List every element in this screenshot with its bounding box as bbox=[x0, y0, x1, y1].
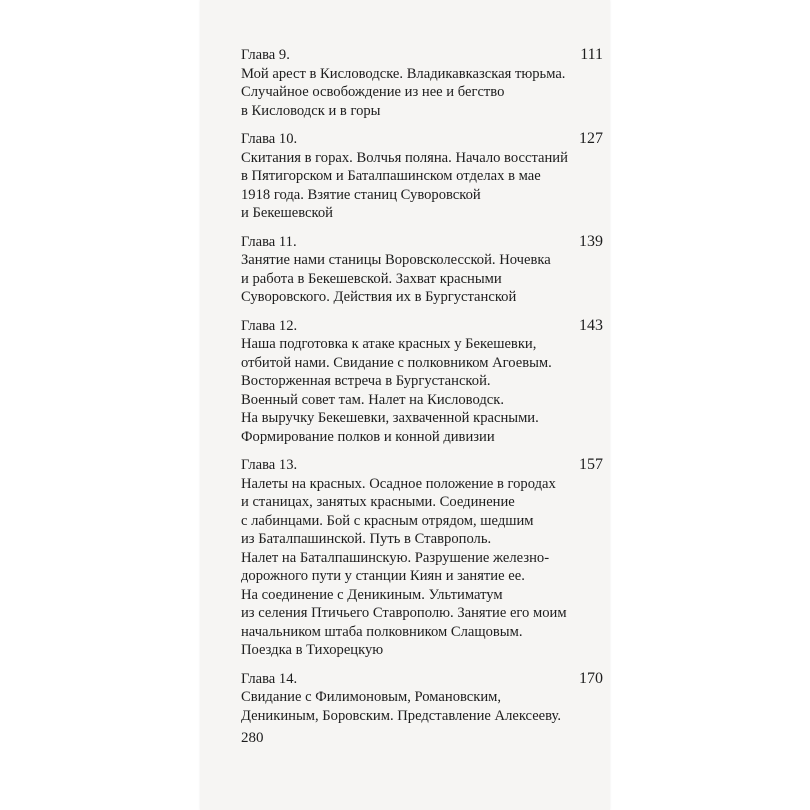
chapter-description-line: Суворовского. Действия их в Бургустанской bbox=[241, 289, 517, 305]
chapter-description-line: из Баталпашинской. Путь в Ставрополь. bbox=[241, 531, 492, 547]
chapter-description-line: дорожного пути у станции Киян и занятие ее. bbox=[241, 568, 525, 584]
chapter-description-line: Случайное освобождение из нее и бегство bbox=[241, 84, 505, 100]
chapter-heading-row bbox=[241, 317, 605, 336]
chapter-description-line: и работа в Бекешевской. Захват красными bbox=[241, 270, 502, 287]
chapter-description-line: Наша подготовка к атаке красных у Бекешевки, bbox=[241, 336, 537, 352]
chapter-description-line: На выручку Бекешевки, захваченной красными. bbox=[241, 410, 539, 426]
chapter-entry bbox=[241, 46, 605, 120]
chapter-description-line: в Пятигорском и Баталпашинском отделах в мае bbox=[241, 168, 541, 184]
chapter-description-line: Занятие нами станицы Воровсколесской. Ночевка bbox=[241, 252, 551, 268]
chapter-page-number: 139 bbox=[579, 232, 603, 250]
chapter-heading-row bbox=[241, 130, 605, 149]
chapter-heading: Глава 12. bbox=[241, 317, 298, 334]
chapter-description-line: и Бекешевской bbox=[241, 205, 333, 221]
chapter-page-number: 111 bbox=[580, 46, 603, 63]
chapter-description-line: 1918 года. Взятие станиц Суворовской bbox=[241, 186, 481, 203]
chapter-page-number: 170 bbox=[579, 669, 603, 687]
chapter-description-line: из селения Птичьего Ставрополю. Занятие его моим bbox=[241, 605, 567, 621]
chapter-description-line: и станицах, занятых красными. Соединение bbox=[241, 494, 515, 510]
chapter-description-line: Налет на Баталпашинскую. Разрушение железно- bbox=[241, 549, 550, 566]
chapter-entry bbox=[241, 456, 605, 660]
chapter-description-line: Военный совет там. Налет на Кисловодск. bbox=[241, 391, 504, 408]
chapter-page-number: 143 bbox=[579, 316, 603, 334]
chapter-entry bbox=[241, 130, 605, 223]
chapter-description-line: Деникиным, Боровским. Представление Алексееву. bbox=[241, 707, 562, 724]
table-of-contents bbox=[241, 46, 605, 735]
chapter-description-line: На соединение с Деникиным. Ультиматум bbox=[241, 586, 503, 603]
chapter-heading: Глава 11. bbox=[241, 233, 297, 250]
chapter-heading: Глава 14. bbox=[241, 670, 298, 687]
chapter-description-line: в Кисловодск и в горы bbox=[241, 102, 381, 119]
chapter-entry bbox=[241, 233, 605, 307]
chapter-description-line: Восторженная встреча в Бургустанской. bbox=[241, 373, 491, 389]
chapter-description-line: Скитания в горах. Волчья поляна. Начало восстаний bbox=[241, 149, 568, 166]
chapter-page-number: 157 bbox=[579, 456, 603, 473]
chapter-heading-row bbox=[241, 46, 605, 65]
chapter-description-line: Формирование полков и конной дивизии bbox=[241, 428, 495, 445]
chapter-heading-row bbox=[241, 233, 605, 252]
chapter-heading-row bbox=[241, 670, 605, 689]
chapter-entry bbox=[241, 317, 605, 447]
chapter-description-line: с лабинцами. Бой с красным отрядом, шедшим bbox=[241, 512, 534, 529]
chapter-page-number: 127 bbox=[579, 130, 603, 147]
page-number: 280 bbox=[241, 730, 264, 746]
chapter-description-line: Поездка в Тихорецкую bbox=[241, 642, 384, 658]
chapter-description-line: Налеты на красных. Осадное положение в городах bbox=[241, 475, 556, 492]
chapter-description-line: отбитой нами. Свидание с полковником Агоевым. bbox=[241, 354, 552, 371]
chapter-entry bbox=[241, 670, 605, 726]
chapter-heading: Глава 10. bbox=[241, 131, 298, 147]
chapter-description-line: Свидание с Филимоновым, Романовским, bbox=[241, 689, 502, 705]
chapter-heading-row bbox=[241, 456, 605, 475]
chapter-heading: Глава 13. bbox=[241, 457, 298, 473]
chapter-description-line: начальником штаба полковником Слащовым. bbox=[241, 623, 523, 640]
chapter-description-line: Мой арест в Кисловодске. Владикавказская тюрьма. bbox=[241, 65, 566, 82]
chapter-heading: Глава 9. bbox=[241, 47, 290, 63]
